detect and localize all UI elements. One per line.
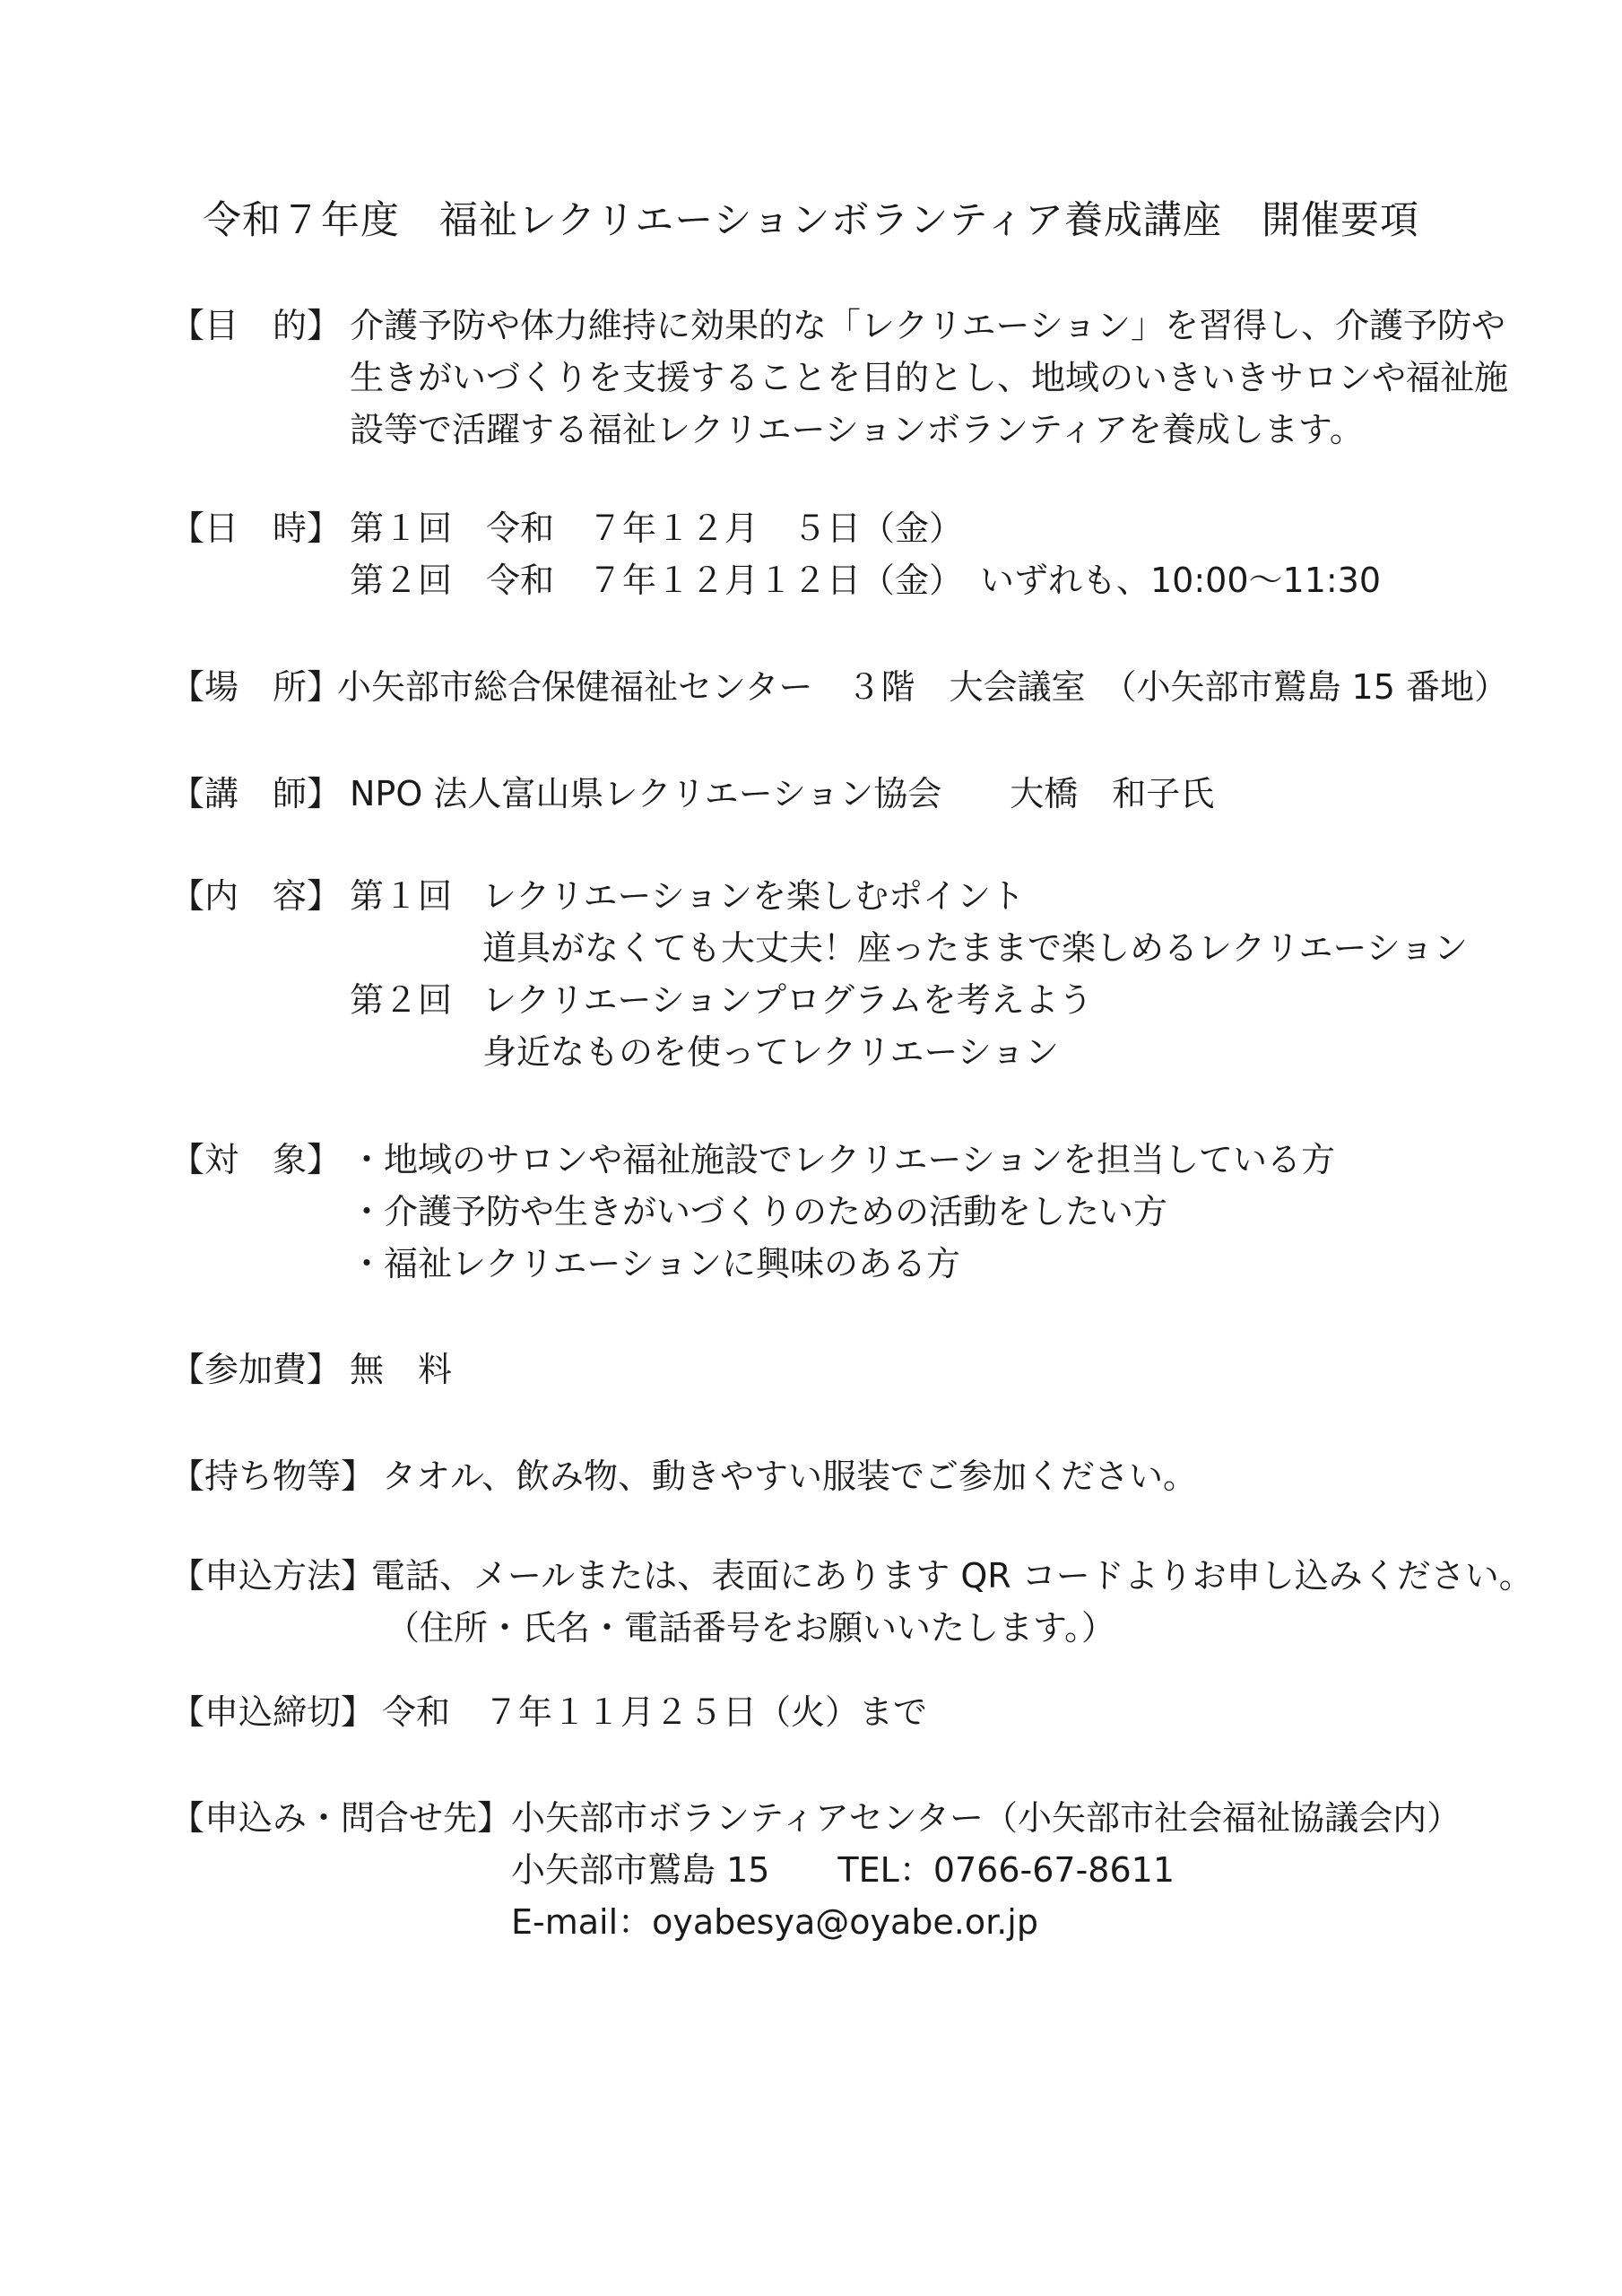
place-body bbox=[337, 661, 1508, 713]
deadline-label: 【申込締切】 bbox=[170, 1692, 376, 1732]
deadline-body bbox=[382, 1686, 927, 1738]
target-item: ・介護予防や生きがいづくりのための活動をしたい方 bbox=[350, 1192, 1168, 1231]
contact-line: 小矢部市鷲島 15 TEL：0766-67-8611 bbox=[511, 1850, 1175, 1890]
contact-body bbox=[511, 1792, 1461, 1948]
purpose-line: 介護予防や体力維持に効果的な「レクリエーション」を習得し、介護予防や bbox=[350, 306, 1505, 345]
apply-method-line: （住所・氏名・電話番号をお願いいたします。） bbox=[386, 1608, 1115, 1648]
apply-method-label: 【申込方法】 bbox=[170, 1556, 376, 1596]
fee-body bbox=[350, 1344, 452, 1396]
place-label: 【場 所】 bbox=[170, 667, 342, 707]
lecturer-body bbox=[350, 768, 1214, 820]
content-session-item: 身近なものを使ってレクリエーション bbox=[482, 1032, 1059, 1072]
apply-method-body bbox=[371, 1550, 1533, 1654]
content-body bbox=[350, 870, 1468, 1078]
target-item: ・地域のサロンや福祉施設でレクリエーションを担当している方 bbox=[350, 1140, 1335, 1179]
content-session-row bbox=[350, 1026, 1468, 1078]
datetime-label: 【日 時】 bbox=[170, 509, 342, 548]
content-session-row bbox=[350, 922, 1468, 974]
contact-email: E-mail：oyabesya@oyabe.or.jp bbox=[511, 1902, 1038, 1942]
content-session-row bbox=[350, 974, 1468, 1026]
place-text: 小矢部市総合保健福祉センター ３階 大会議室 （小矢部市鷲島 15 番地） bbox=[337, 667, 1508, 707]
purpose-label: 【目 的】 bbox=[170, 306, 342, 345]
target-body bbox=[350, 1134, 1335, 1290]
belongings-body bbox=[382, 1450, 1197, 1502]
content-session-item: 道具がなくても大丈夫！座ったままで楽しめるレクリエーション bbox=[482, 928, 1468, 968]
contact-label: 【申込み・問合せ先】 bbox=[170, 1798, 512, 1838]
content-session-item: レクリエーションプログラムを考えよう bbox=[482, 980, 1093, 1020]
content-session-item: レクリエーションを楽しむポイント bbox=[482, 876, 1025, 916]
fee-text: 無 料 bbox=[350, 1350, 453, 1389]
belongings-label: 【持ち物等】 bbox=[170, 1457, 376, 1496]
datetime-body bbox=[350, 502, 1381, 606]
purpose-line: 設等で活躍する福祉レクリエーションボランティアを養成します。 bbox=[350, 410, 1364, 449]
datetime-line: 第２回 令和 ７年１２月１２日（金） いずれも、10:00～11:30 bbox=[350, 561, 1382, 600]
purpose-line: 生きがいづくりを支援することを目的とし、地域のいきいきサロンや福祉施 bbox=[350, 358, 1509, 397]
belongings-text: タオル、飲み物、動きやすい服装でご参加ください。 bbox=[382, 1457, 1197, 1496]
fee-label: 【参加費】 bbox=[170, 1350, 342, 1389]
deadline-text: 令和 ７年１１月２５日（火）まで bbox=[382, 1692, 928, 1732]
apply-method-line: 電話、メールまたは、表面にあります QR コードよりお申し込みください。 bbox=[371, 1556, 1533, 1596]
document-title: 令和７年度 福祉レクリエーションボランティア養成講座 開催要項 bbox=[202, 198, 1420, 243]
content-session-tag: 第２回 bbox=[350, 980, 453, 1020]
contact-line: 小矢部市ボランティアセンター（小矢部市社会福祉協議会内） bbox=[511, 1798, 1462, 1838]
content-session-tag: 第１回 bbox=[350, 876, 453, 916]
content-session-row bbox=[350, 870, 1468, 922]
datetime-line: 第１回 令和 ７年１２月 ５日（金） bbox=[350, 509, 964, 548]
content-label: 【内 容】 bbox=[170, 876, 342, 916]
target-item: ・福祉レクリエーションに興味のある方 bbox=[350, 1244, 960, 1283]
target-label: 【対 象】 bbox=[170, 1140, 342, 1179]
lecturer-text: NPO 法人富山県レクリエーション協会 大橋 和子氏 bbox=[350, 774, 1215, 813]
lecturer-label: 【講 師】 bbox=[170, 774, 342, 813]
purpose-body bbox=[350, 300, 1508, 456]
